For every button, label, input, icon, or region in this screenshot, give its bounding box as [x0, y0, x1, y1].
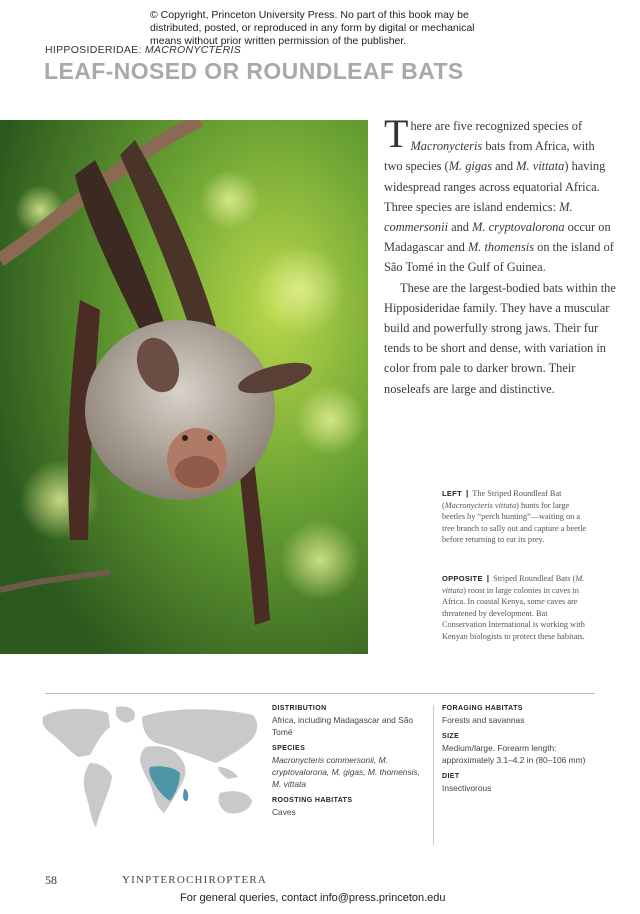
species-italic: M. gigas	[448, 159, 493, 174]
foraging-label: FORAGING HABITATS	[442, 705, 523, 712]
species-italic: Macronycteris vittata	[444, 500, 517, 510]
distribution-value: Africa, including Madagascar and São Tomé	[272, 715, 414, 737]
facts-column-2	[442, 705, 602, 801]
species-value: Macronycteris commersonii, M. cryptovalorona, M. gigas, M. thomensis, M. vittata	[272, 755, 421, 789]
roosting-label: ROOSTING HABITATS	[272, 797, 353, 804]
caption-divider: |	[486, 573, 490, 583]
column-divider	[433, 705, 434, 845]
paragraph-1	[384, 111, 616, 278]
text-run: on the island of São Tomé in the Gulf of Guinea.	[384, 240, 614, 275]
copyright-notice: © Copyright, Princeton University Press. No part of this book may be distributed, posted, or reproduced in any form by digital or mechanical means without prior written permission of the publisher.	[150, 9, 475, 47]
text-run: ) having widespread ranges across equatorial Africa. Three species are island endemics:	[384, 159, 606, 214]
text-run: here are five recognized species of	[410, 119, 583, 133]
caption-label: LEFT	[442, 489, 462, 498]
size-label: SIZE	[442, 733, 460, 740]
text-run: and	[492, 159, 517, 174]
family-heading	[45, 44, 241, 56]
distribution-label: DISTRIBUTION	[272, 705, 327, 712]
species-italic: M. commersonii	[384, 199, 573, 235]
species-italic: M. thomensis	[467, 240, 535, 255]
text-run: Striped Roundleaf Bats (	[493, 574, 576, 583]
genus-italic: Macronycteris	[410, 139, 483, 154]
caption-label: OPPOSITE	[442, 574, 483, 583]
species-label: SPECIES	[272, 745, 306, 752]
drop-cap: T	[384, 111, 409, 156]
species-italic: M. vittata	[516, 159, 565, 174]
text-run: and	[448, 220, 473, 235]
family-name: HIPPOSIDERIDAE:	[45, 44, 142, 56]
bat-photo	[0, 120, 368, 654]
text-run: occur on Madagascar and	[384, 220, 611, 255]
paragraph-2: These are the largest-bodied bats within the Hipposideridae family. They have a muscular build and powerfully strong jaws. Their fur tends to be short and dense, with variation in color from pale to darker brown. Their noseleafs are large and distinctive.	[384, 280, 616, 396]
running-head: YINPTEROCHIROPTERA	[122, 874, 268, 886]
contact-notice: For general queries, contact info@press.princeton.edu	[180, 892, 446, 904]
text-run: bats from Africa, with two species (	[384, 139, 595, 174]
size-value: Medium/large. Forearm length: approximately 3.1–4.2 in (80–106 mm)	[442, 743, 586, 765]
text-run: ) hunts for large beetles by “perch hunting”—waiting on a tree branch to sally out and capture a beetle before returning to eat its prey.	[442, 500, 587, 545]
foraging-value: Forests and savannas	[442, 715, 525, 725]
caption-divider: |	[465, 488, 469, 498]
caption-opposite	[442, 573, 592, 643]
text-run: The Striped Roundleaf Bat (	[442, 489, 562, 510]
section-divider	[45, 693, 595, 694]
page-title: LEAF-NOSED OR ROUNDLEAF BATS	[44, 58, 464, 84]
roosting-value: Caves	[272, 807, 296, 817]
species-italic: M. vittata	[442, 574, 585, 595]
text-run: ) roost in large colonies in caves in Africa. In coastal Kenya, some caves are threatened by development. Bat Conservation International is working with Kenyan biologists to protect these habitats.	[442, 585, 585, 641]
page-number: 58	[45, 873, 57, 887]
diet-value: Insectivorous	[442, 783, 492, 793]
distribution-map	[38, 705, 264, 835]
diet-label: DIET	[442, 773, 460, 780]
species-italic: M. cryptovalorona	[472, 220, 565, 235]
body-text	[384, 111, 616, 399]
caption-left	[442, 488, 592, 546]
genus-name: MACRONYCTERIS	[144, 44, 241, 56]
facts-column-1	[272, 705, 422, 825]
